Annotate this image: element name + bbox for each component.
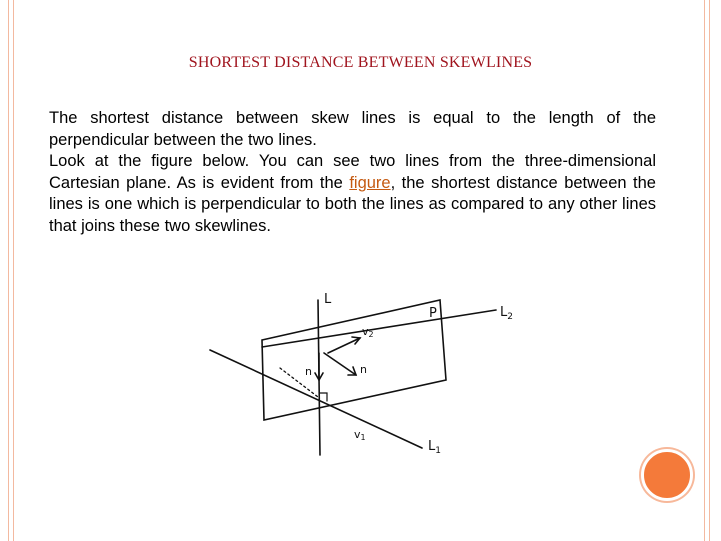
paragraph-2	[49, 151, 656, 237]
figure-link[interactable]: figure	[349, 173, 391, 192]
label-v1: v1	[354, 428, 366, 442]
paragraph-2-text-start: Look at the figure below. You can see two lines from the three-dimensional Cartesian plane. As is evident from the	[49, 152, 656, 192]
paragraph-1: The shortest distance between skew lines is equal to the length of the perpendicular between the two lines.	[49, 109, 656, 149]
label-v2: v2	[362, 325, 374, 339]
slide-title: SHORTEST DISTANCE BETWEEN SKEWLINES	[188, 54, 533, 71]
label-L1: $L_1$	[428, 439, 441, 456]
body-text	[49, 108, 656, 237]
right-border-decoration	[704, 0, 710, 541]
skew-lines-figure	[200, 285, 530, 460]
plane-shape	[262, 300, 446, 420]
label-L2: $L_2$	[500, 305, 513, 322]
paragraph-2-text-end: , the shortest distance between the lines is one which is perpendicular to both the lines as compared to any other lines that joins these two skewlines.	[49, 173, 656, 235]
left-border-decoration	[8, 0, 14, 541]
decorative-circle	[641, 449, 693, 501]
label-L: L	[324, 292, 332, 307]
label-P: P	[429, 306, 437, 321]
label-n1: n	[360, 363, 367, 376]
label-n2: n	[305, 365, 312, 378]
